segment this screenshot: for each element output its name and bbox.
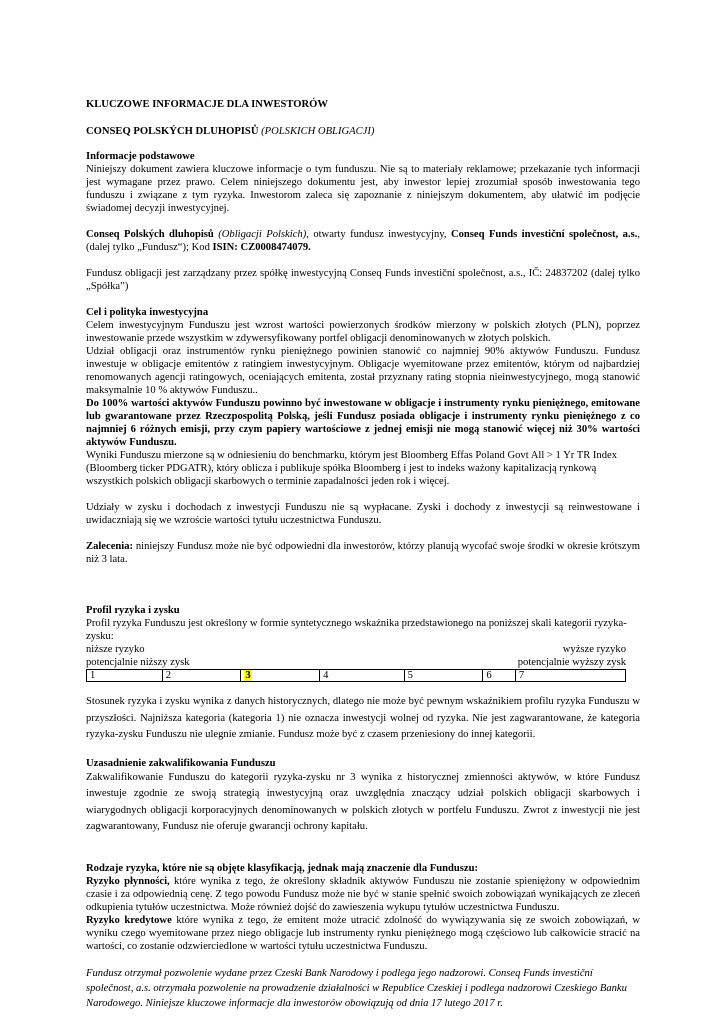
risk-category-1: 1 <box>87 670 163 682</box>
fund-name-sub: (POLSKICH OBLIGACJI) <box>261 126 375 137</box>
risk-scale-labels <box>86 643 626 669</box>
high-return-label: potencjalnie wyższy zysk <box>517 657 626 668</box>
document-title: KLUCZOWE INFORMACJE DLA INWESTORÓW <box>86 99 329 110</box>
justification-heading: Uzasadnienie zakwalifikowania Funduszu <box>86 757 276 769</box>
risk-category-6: 6 <box>483 670 516 682</box>
justification-text: Zakwalifikowanie Funduszu do kategorii ryzyka-zysku nr 3 wynika z historycznej zmienności aktywów, w które Fundusz inwestuje zgodnie ze swoją strategią inwestycyjną oraz uwzględnia znaczący udział polskich obligacji skarbowych i wiarygodnych obligacji korporacyjnych denominowanych w polskich złotych w portfelu Funduszu. Zwrot z inwestycji nie jest zagwarantowany, Fundusz nie oferuje gwarancji ochrony kapitału. <box>86 771 640 832</box>
risk-category-7: 7 <box>515 670 625 682</box>
risk-category-3 <box>241 670 320 682</box>
risk-category-5: 5 <box>404 670 483 682</box>
risk-category-table <box>86 669 626 682</box>
fund-id-company: Conseq Funds investiční společnost, a.s. <box>450 229 638 240</box>
policy-limits: Do 100% wartości aktywów Funduszu powinno być inwestowane w obligacje i instrumenty rynku pieniężnego, emitowane lub gwarantowane przez Rzeczpospolitą Polską, jeśli Fundusz posiada obligacje i instrumenty rynku pieniężnego z co najmniej 6 różnych emisji, przy czym papiery wartościowe z jednej emisji nie mogą stanowić więcej niż 30% wartości aktywów Funduszu. <box>86 398 640 448</box>
policy-objective: Celem inwestycyjnym Funduszu jest wzrost wartości powierzonych środków mierzony w polskich złotych (PLN), poprzez inwestowanie przede wszystkim w zdywersyfikowany portfel obligacji denominowanych w złotych polskich. <box>86 320 640 344</box>
risk-category-2: 2 <box>162 670 241 682</box>
policy-benchmark: Wyniki Funduszu mierzone są w odniesieniu do benchmarku, którym jest Bloomberg Effas Poland Govt All > 1 Yr TR Index (Bloomberg ticker PDGATR), który oblicza i publikuje spółka Bloomberg i jest to indeks ważony kapitalizacją rynkową wszystkich polskich obligacji skarbowych o terminie zapadalności jeden rok i więcej. <box>86 450 618 487</box>
regulatory-footer: Fundusz otrzymał pozwolenie wydane przez Czeski Bank Narodowy i podlega jego nadzorowi. Conseq Funds investiční společnost, a.s. otrzymała pozwolenie na prowadzenie działalności w Republice Czeskiej i podlega nadzorowi Czeskiego Banku Narodowego. Niniejsze kluczowe informacje dla inwestorów obowiązują od dnia 17 lutego 2017 r. <box>86 967 627 1009</box>
policy-heading: Cel i polityka inwestycyjna <box>86 307 209 318</box>
liquidity-risk-text: które wynika z tego, że określony składnik aktywów Funduszu nie zostanie spieniężony w odpowiednim czasie i za odpowiednią cenę. Z tego powodu Fundusz może nie być w stanie spełnić swoich zobowiązań wynikających ze zleceń odkupienia tytułów uczestnictwa. Może również dojść do zawieszenia wykupu tytułów uczestnictwa Funduszu. <box>86 875 640 913</box>
fund-identification <box>86 228 640 254</box>
low-risk-label: niższe ryzyko <box>86 644 145 655</box>
fund-name: CONSEQ POLSKÝCH DLUHOPISŮ <box>86 126 259 137</box>
credit-risk <box>86 914 640 953</box>
risk-note: Stosunek ryzyka i zysku wynika z danych historycznych, dlatego nie może być pewnym wskaźnikiem profilu ryzyka Funduszu w przyszłości. Najniższa kategoria (kategoria 1) nie oznacza inwestycji wolnej od ryzyka. Nie jest zagwarantowane, że kategoria ryzyka-zysku Funduszu nie ulegnie zmianie. Fundusz może być z czasem przeniesiony do innej kategorii. <box>86 696 640 740</box>
liquidity-risk-label: Ryzyko płynności, <box>86 875 170 887</box>
liquidity-risk <box>86 875 640 914</box>
high-risk-label: wyższe ryzyko <box>562 644 626 655</box>
document-page <box>86 94 640 1011</box>
risk-heading: Profil ryzyka i zysku <box>86 605 180 616</box>
risk-intro: Profil ryzyka Funduszu jest określony w formie syntetycznego wskaźnika przedstawionego na poniższej skali kategorii ryzyka-zysku: <box>86 618 627 642</box>
risk-category-3-highlight: 3 <box>245 670 251 681</box>
fund-id-isin: ISIN: CZ0008474079. <box>212 242 311 253</box>
low-return-label: potencjalnie niższy zysk <box>86 657 190 668</box>
fund-id-type: , otwarty fundusz inwestycyjny, <box>306 229 451 240</box>
basic-info-heading: Informacje podstawowe <box>86 151 195 162</box>
fund-manager: Fundusz obligacji jest zarządzany przez spółkę inwestycyjną Conseq Funds investiční společnost, a.s., IČ: 24837202 (dalej tylko „Spółka”) <box>86 268 640 292</box>
risk-category-4: 4 <box>320 670 405 682</box>
credit-risk-text: które wynika z tego, że emitent może utracić zdolność do wywiązywania się ze swoich zobowiązań, w wyniku czego wyemitowane przez niego obligacje lub instrumenty rynku pieniężnego mogą częściowo lub całkowicie stracić na wartości, co zostanie odzwierciedlone w wartości tytułu uczestnictwa Funduszu. <box>86 914 640 952</box>
credit-risk-label: Ryzyko kredytowe <box>86 914 172 926</box>
recommendation-text: niniejszy Fundusz może nie być odpowiedni dla inwestorów, którzy planują wycofać swoje środki w okresie krótszym niż 3 lata. <box>86 541 640 565</box>
basic-info-intro: Niniejszy dokument zawiera kluczowe informacje o tym funduszu. Nie są to materiały reklamowe; przekazanie tych informacji jest wymagane przez prawo. Celem niniejszego dokumentu jest, aby inwestor lepiej zrozumiał sposób inwestowania tego funduszu i związane z tym ryzyka. Inwestorom zaleca się zapoznanie z niniejszym dokumentem, aby ułatwić im podjęcie świadomej decyzji inwestycyjnej. <box>86 164 640 214</box>
recommendation-label: Zalecenia: <box>86 541 134 552</box>
fund-title <box>86 125 640 138</box>
policy-reinvestment: Udziały w zysku i dochodach z inwestycji Funduszu nie są wypłacane. Zyski i dochody z inwestycji są reinwestowane i uwidaczniają się we wzroście wartości tytułu uczestnictwa Funduszu. <box>86 502 640 526</box>
recommendation <box>86 540 640 566</box>
fund-id-name: Conseq Polských dluhopisů <box>86 229 214 240</box>
fund-id-alias: , (dalej tylko „Fundusz“); Kod <box>86 229 641 253</box>
fund-id-sub: (Obligacji Polskich) <box>213 229 307 240</box>
policy-allocation: Udział obligacji oraz instrumentów rynku pieniężnego powinien stanowić co najmniej 90% aktywów Funduszu. Fundusz inwestuje w obligacje emitentów z ratingiem inwestycyjnym. Obligacje wyemitowane przez emitentów, którym od najbardziej renomowanych agencji ratingowych, oceniających emitenta, został przyznany rating stopnia nieinwestycyjnego, mogą stanowić maksymalnie 10 % aktywów Funduszu.. <box>86 346 640 396</box>
other-risks-heading: Rodzaje ryzyka, które nie są objęte klasyfikacją, jednak mają znaczenie dla Funduszu: <box>86 862 479 874</box>
